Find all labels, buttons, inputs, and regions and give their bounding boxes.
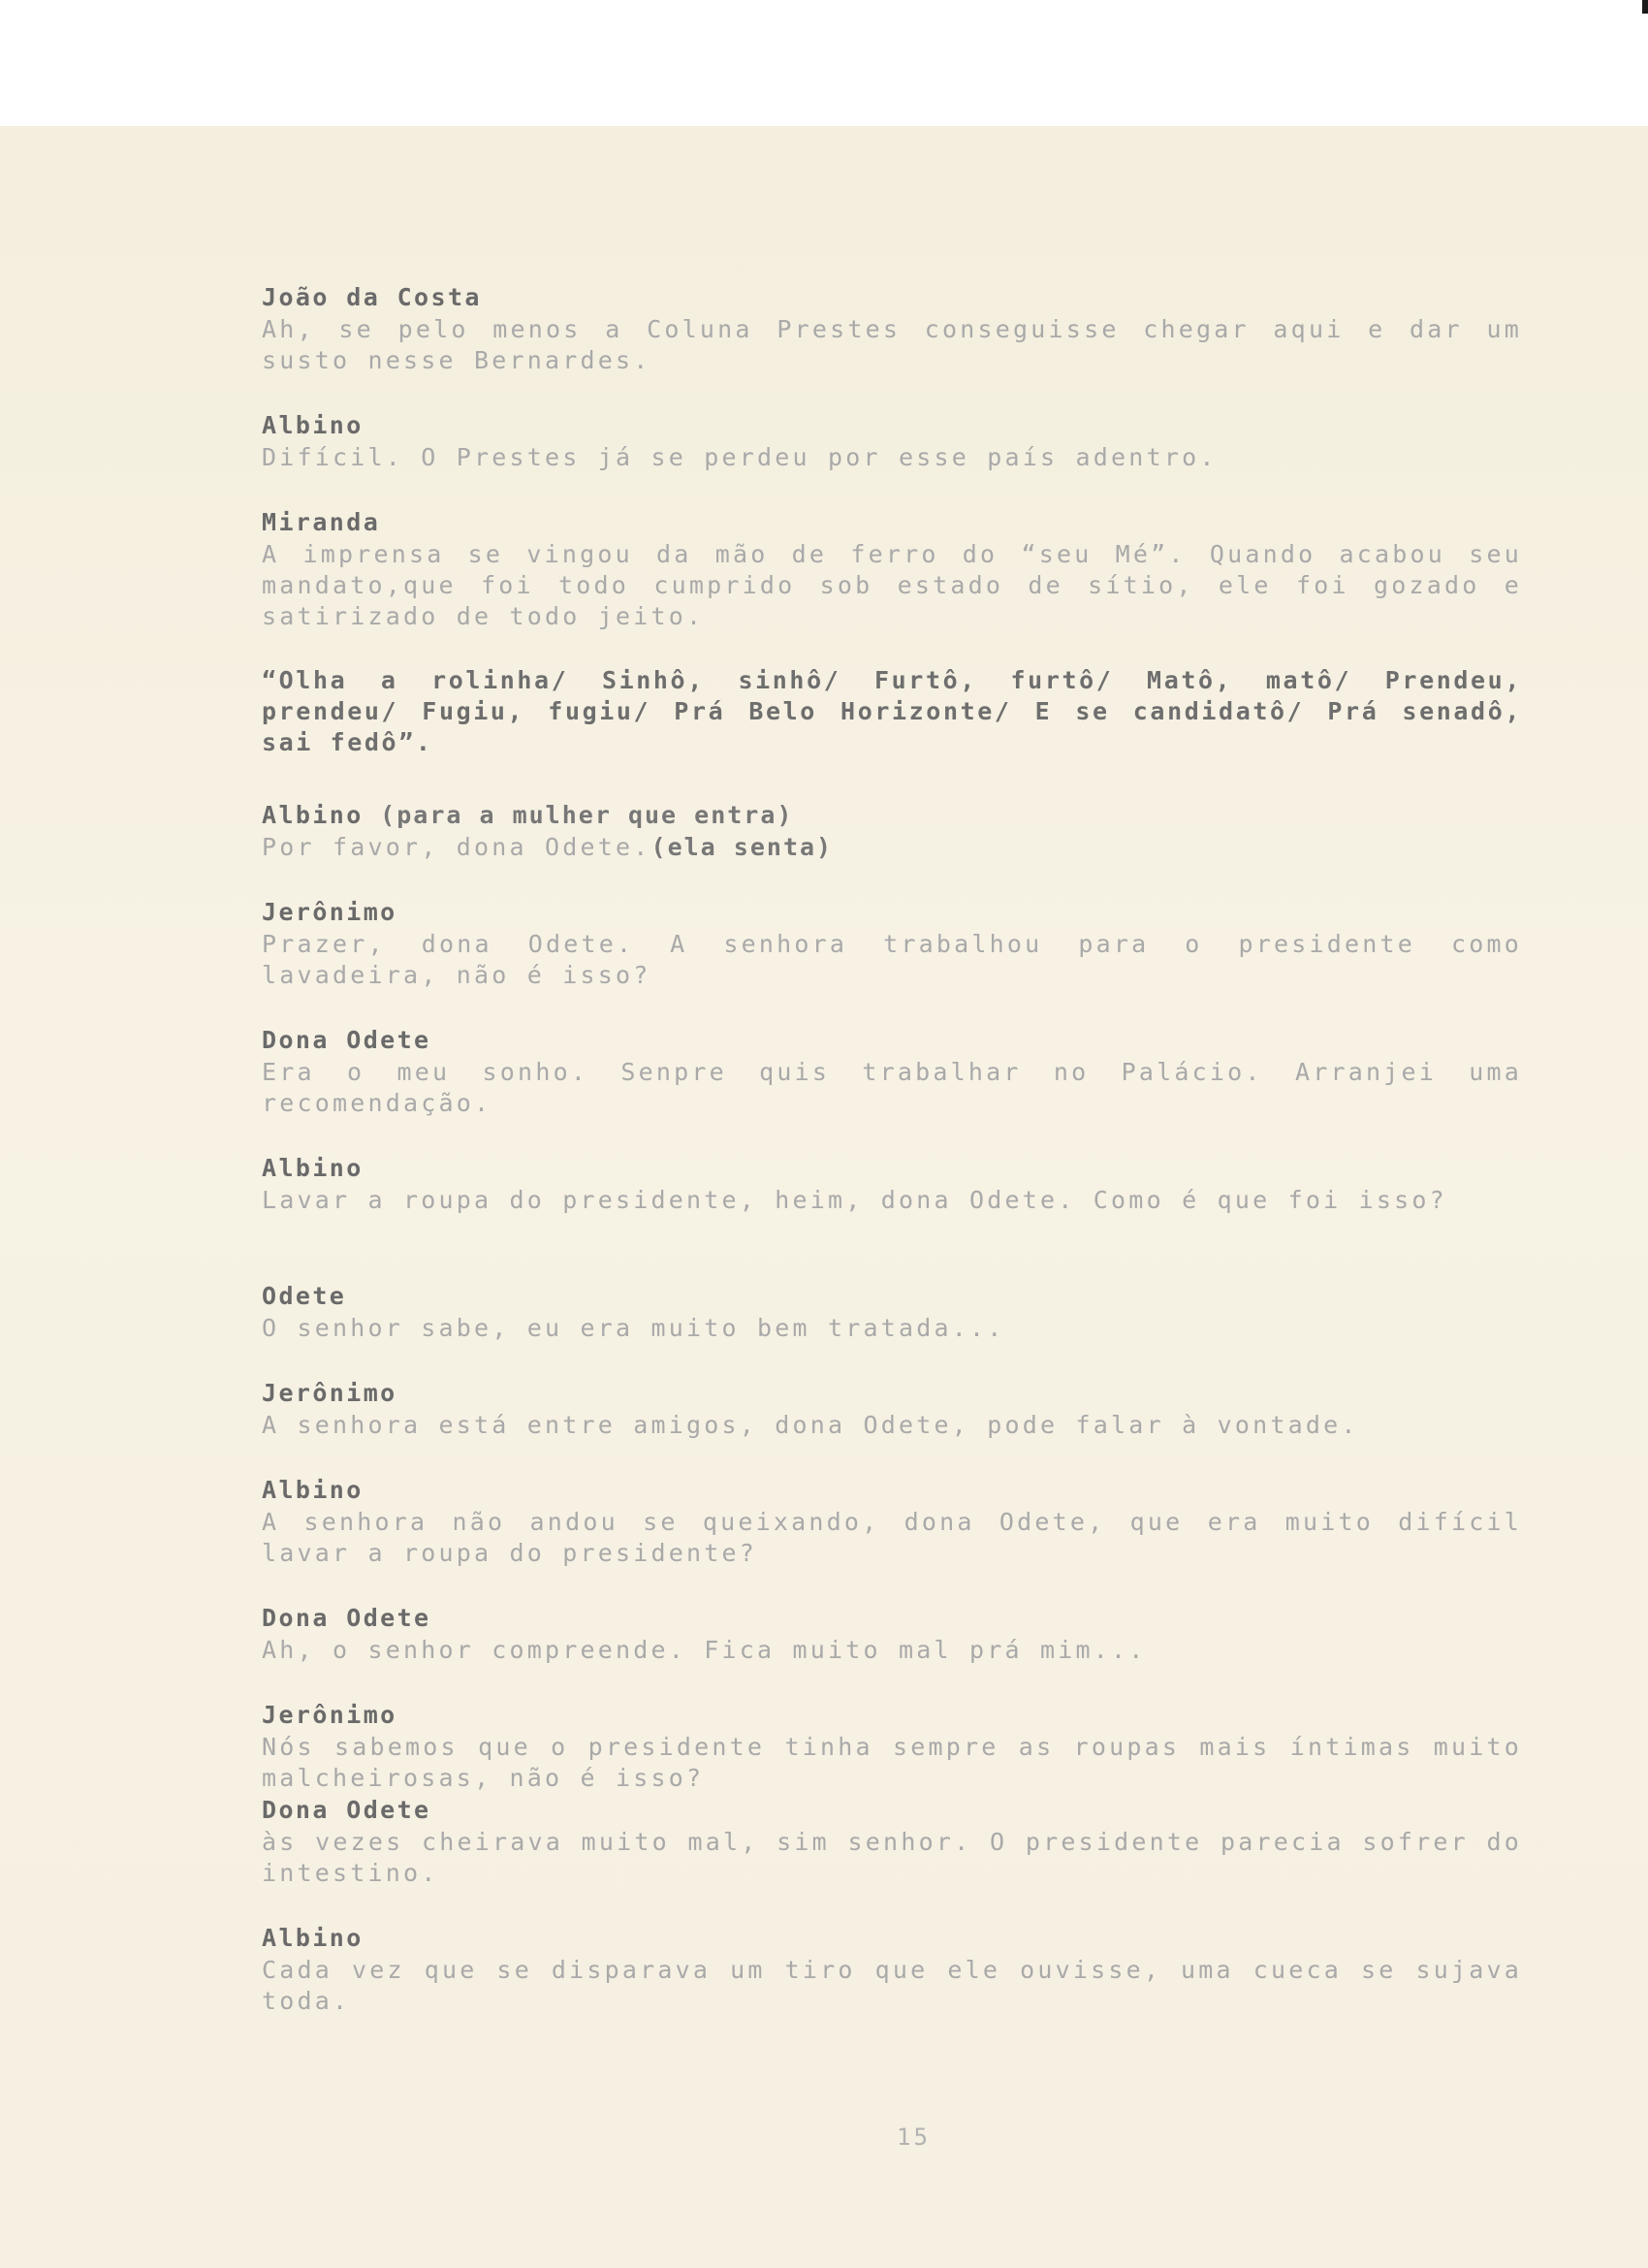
speaker-name: Albino (262, 1924, 364, 1952)
dialogue-block (262, 799, 1522, 863)
speech-text: Era o meu sonho. Senpre quis trabalhar no Palácio. Arranjei uma recomendação. (262, 1058, 1522, 1117)
dialogue-block (262, 1794, 1522, 1889)
dialogue-block (262, 896, 1522, 991)
dialogue-block (262, 409, 1522, 473)
speaker-name: Dona Odete (262, 1796, 431, 1824)
speaker-name: Albino (262, 411, 364, 439)
speech-text: Prazer, dona Odete. A senhora trabalhou para o presidente como lavadeira, não é isso? (262, 930, 1522, 989)
speaker-line (262, 799, 1522, 832)
speech-text: O senhor sabe, eu era muito bem tratada... (262, 1314, 1005, 1342)
dialogue-block (262, 506, 1522, 758)
scan-background (0, 0, 1648, 126)
speaker-name: Jerônimo (262, 898, 397, 926)
quoted-verse: “Olha a rolinha/ Sinhô, sinhô/ Furtô, furtô/ Matô, matô/ Prendeu, prendeu/ Fugiu, fugiu/ Prá Belo Horizonte/ E se candidatô/ Prá senadô, sai fedô”. (262, 666, 1522, 756)
dialogue-block (262, 1602, 1522, 1666)
speech-text: A senhora está entre amigos, dona Odete, pode falar à vontade. (262, 1411, 1359, 1439)
speech-line (262, 832, 1522, 863)
speech-text: A imprensa se vingou da mão de ferro do “seu Mé”. Quando acabou seu mandato,que foi todo cumprido sob estado de sítio, ele foi gozado e satirizado de todo jeito. (262, 540, 1522, 630)
dialogue-block (262, 1699, 1522, 1794)
stage-direction: (para a mulher que entra) (380, 801, 794, 829)
speech-text: Cada vez que se disparava um tiro que ele ouvisse, uma cueca se sujava toda. (262, 1956, 1522, 2015)
dialogue-block (262, 1377, 1522, 1441)
dialogue-block (262, 1474, 1522, 1569)
stage-direction: (ela senta) (650, 833, 834, 861)
speech-text: Ah, se pelo menos a Coluna Prestes conseguisse chegar aqui e dar um susto nesse Bernardes. (262, 315, 1522, 374)
speaker-name: Dona Odete (262, 1026, 431, 1054)
speaker-name: Odete (262, 1282, 347, 1310)
speech-text: Difícil. O Prestes já se perdeu por esse país adentro. (262, 443, 1218, 471)
speech-text: Ah, o senhor compreende. Fica muito mal prá mim... (262, 1636, 1147, 1664)
speech-text: às vezes cheirava muito mal, sim senhor. O presidente parecia sofrer do intestino. (262, 1828, 1522, 1887)
speaker-name: Dona Odete (262, 1604, 431, 1632)
speaker-name: João da Costa (262, 283, 482, 311)
speech-text: Nós sabemos que o presidente tinha sempre as roupas mais íntimas muito malcheirosas, não é isso? (262, 1733, 1522, 1792)
dialogue-block (262, 1922, 1522, 2017)
speech-text: Lavar a roupa do presidente, heim, dona Odete. Como é que foi isso? (262, 1186, 1447, 1214)
dialogue-block (262, 281, 1522, 376)
dialogue-block (262, 1024, 1522, 1119)
speaker-name: Albino (262, 1154, 364, 1182)
speaker-name: Albino (262, 1476, 364, 1504)
dialogue-block (262, 1152, 1522, 1216)
dialogue-block (262, 1280, 1522, 1344)
speech-text: A senhora não andou se queixando, dona Odete, que era muito difícil lavar a roupa do presidente? (262, 1508, 1522, 1567)
speech-text: Por favor, dona Odete. (262, 833, 651, 861)
speaker-name: Miranda (262, 508, 381, 536)
speaker-name: Albino (262, 801, 364, 829)
speaker-name: Jerônimo (262, 1701, 397, 1729)
scan-edge-mark (1642, 0, 1648, 14)
speaker-name: Jerônimo (262, 1379, 397, 1407)
page-number: 15 (897, 2124, 931, 2151)
